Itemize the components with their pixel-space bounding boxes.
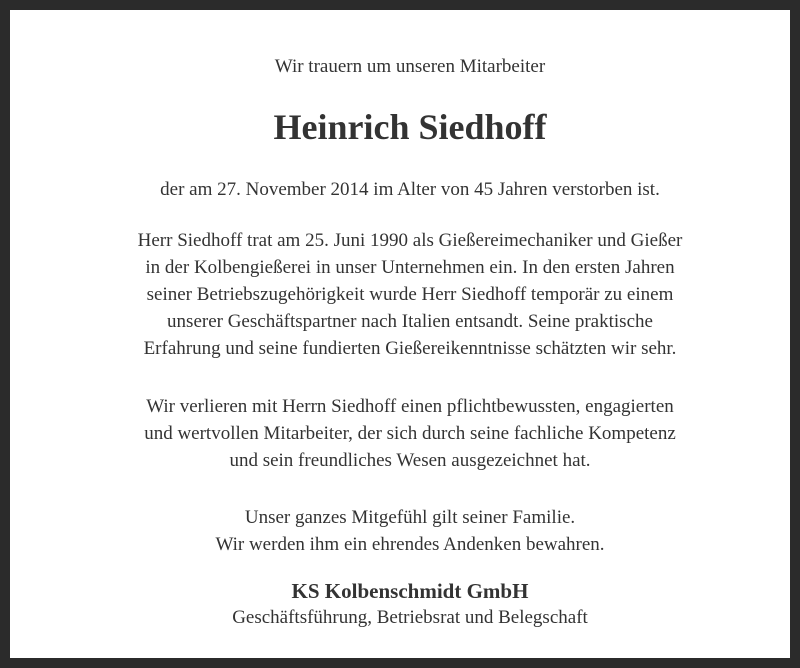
paragraph-line: und wertvollen Mitarbeiter, der sich durch seine fachliche Kompetenz [144, 423, 676, 444]
paragraph-line: Herr Siedhoff trat am 25. Juni 1990 als Gießereimechaniker und Gießer [137, 230, 683, 251]
deceased-name: Heinrich Siedhoff [273, 107, 547, 147]
paragraph-line: Unser ganzes Mitgefühl gilt seiner Familie. [244, 507, 576, 528]
career-paragraph [20, 227, 800, 362]
paragraph-line: und sein freundliches Wesen ausgezeichnet hat. [229, 450, 591, 471]
paragraph-line: Wir werden ihm ein ehrendes Andenken bewahren. [215, 534, 605, 555]
company-name: KS Kolbenschmidt GmbH [291, 579, 529, 603]
paragraph-line: Wir verlieren mit Herrn Siedhoff einen pflichtbewussten, engagierten [146, 396, 674, 417]
obituary-notice [20, 20, 800, 668]
condolence-paragraph [20, 504, 800, 558]
signatories-line: Geschäftsführung, Betriebsrat und Belegschaft [232, 607, 588, 628]
paragraph-line: unserer Geschäftspartner nach Italien entsandt. Seine praktische [167, 311, 653, 332]
paragraph-line: in der Kolbengießerei in unser Unternehmen ein. In den ersten Jahren [145, 257, 675, 278]
paragraph-line: Erfahrung und seine fundierten Gießereikenntnisse schätzten wir sehr. [143, 338, 677, 359]
date-line: der am 27. November 2014 im Alter von 45 Jahren verstorben ist. [160, 179, 660, 200]
intro-text: Wir trauern um unseren Mitarbeiter [274, 56, 546, 77]
paragraph-line: seiner Betriebszugehörigkeit wurde Herr Siedhoff temporär zu einem [146, 284, 674, 305]
tribute-paragraph [20, 393, 800, 474]
